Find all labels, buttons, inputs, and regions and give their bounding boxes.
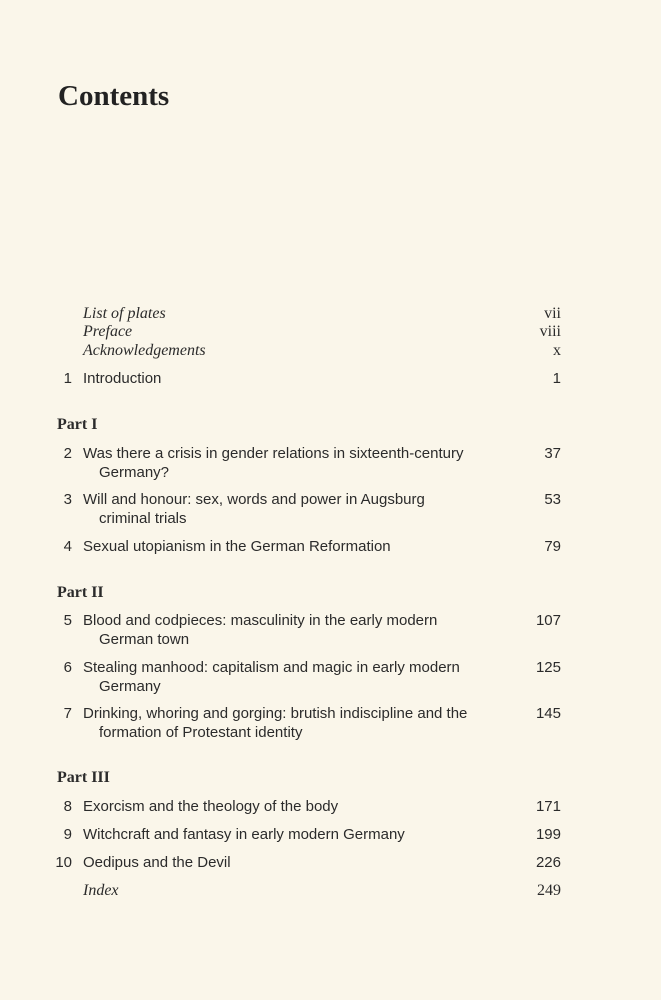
part-heading: Part I xyxy=(57,416,98,433)
toc-entry-label: Oedipus and the Devil xyxy=(83,854,231,871)
toc-entry-page: 199 xyxy=(535,826,561,843)
toc-entry-line-1: Will and honour: sex, words and power in Augsburg xyxy=(83,491,425,508)
chapter-number: 8 xyxy=(63,798,72,815)
toc-entry-page: vii xyxy=(544,305,561,322)
part-heading: Part III xyxy=(57,769,110,786)
toc-entry-page: 226 xyxy=(535,854,561,871)
toc-entry-line-2: formation of Protestant identity xyxy=(99,723,303,741)
toc-entry-line-2: criminal trials xyxy=(99,509,187,527)
toc-entry-label: Acknowledgements xyxy=(83,342,206,359)
toc-entry-label xyxy=(83,705,513,742)
toc-entry-line-1: Stealing manhood: capitalism and magic in early modern xyxy=(83,659,460,676)
toc-entry-page: 53 xyxy=(544,491,561,508)
toc-entry-page: 249 xyxy=(537,882,561,899)
toc-entry-label: Index xyxy=(83,882,119,899)
toc-entry-line-1: Drinking, whoring and gorging: brutish indiscipline and the xyxy=(83,705,468,722)
toc-entry-page: 145 xyxy=(535,705,561,722)
toc-entry-label: List of plates xyxy=(83,305,166,322)
toc-entry-page: 79 xyxy=(544,538,561,555)
chapter-number: 3 xyxy=(63,491,72,508)
toc-entry-line-2: Germany? xyxy=(99,463,170,481)
toc-entry-label: Introduction xyxy=(83,370,162,387)
toc-entry-label xyxy=(83,659,513,696)
chapter-number: 5 xyxy=(63,612,72,629)
toc-entry-page: viii xyxy=(539,323,561,340)
toc-entry-page: 125 xyxy=(535,659,561,676)
toc-entry-label: Preface xyxy=(83,323,133,340)
chapter-number: 6 xyxy=(63,659,72,676)
toc-entry-label: Exorcism and the theology of the body xyxy=(83,798,339,815)
toc-entry-label xyxy=(83,445,513,482)
chapter-number: 10 xyxy=(55,854,72,871)
toc-entry-page: 1 xyxy=(552,370,561,387)
chapter-number: 2 xyxy=(63,445,72,462)
chapter-number: 1 xyxy=(63,370,72,387)
toc-entry-line-2: German town xyxy=(99,630,190,648)
chapter-number: 4 xyxy=(63,538,72,555)
toc-entry-line-2: Germany xyxy=(99,677,161,695)
toc-entry-line-1: Blood and codpieces: masculinity in the early modern xyxy=(83,612,438,629)
toc-entry-page: x xyxy=(553,342,561,359)
toc-entry-page: 37 xyxy=(544,445,561,462)
chapter-number: 9 xyxy=(63,826,72,843)
toc-entry-page: 107 xyxy=(535,612,561,629)
page-title: Contents xyxy=(58,80,170,112)
toc-entry-line-1: Was there a crisis in gender relations in sixteenth-century xyxy=(83,445,464,462)
toc-entry-label xyxy=(83,491,513,528)
toc-entry-label: Sexual utopianism in the German Reformation xyxy=(83,538,391,555)
toc-entry-label xyxy=(83,612,513,649)
chapter-number: 7 xyxy=(63,705,72,722)
toc-entry-label: Witchcraft and fantasy in early modern Germany xyxy=(83,826,405,843)
toc-entry-page: 171 xyxy=(535,798,561,815)
part-heading: Part II xyxy=(57,584,104,601)
